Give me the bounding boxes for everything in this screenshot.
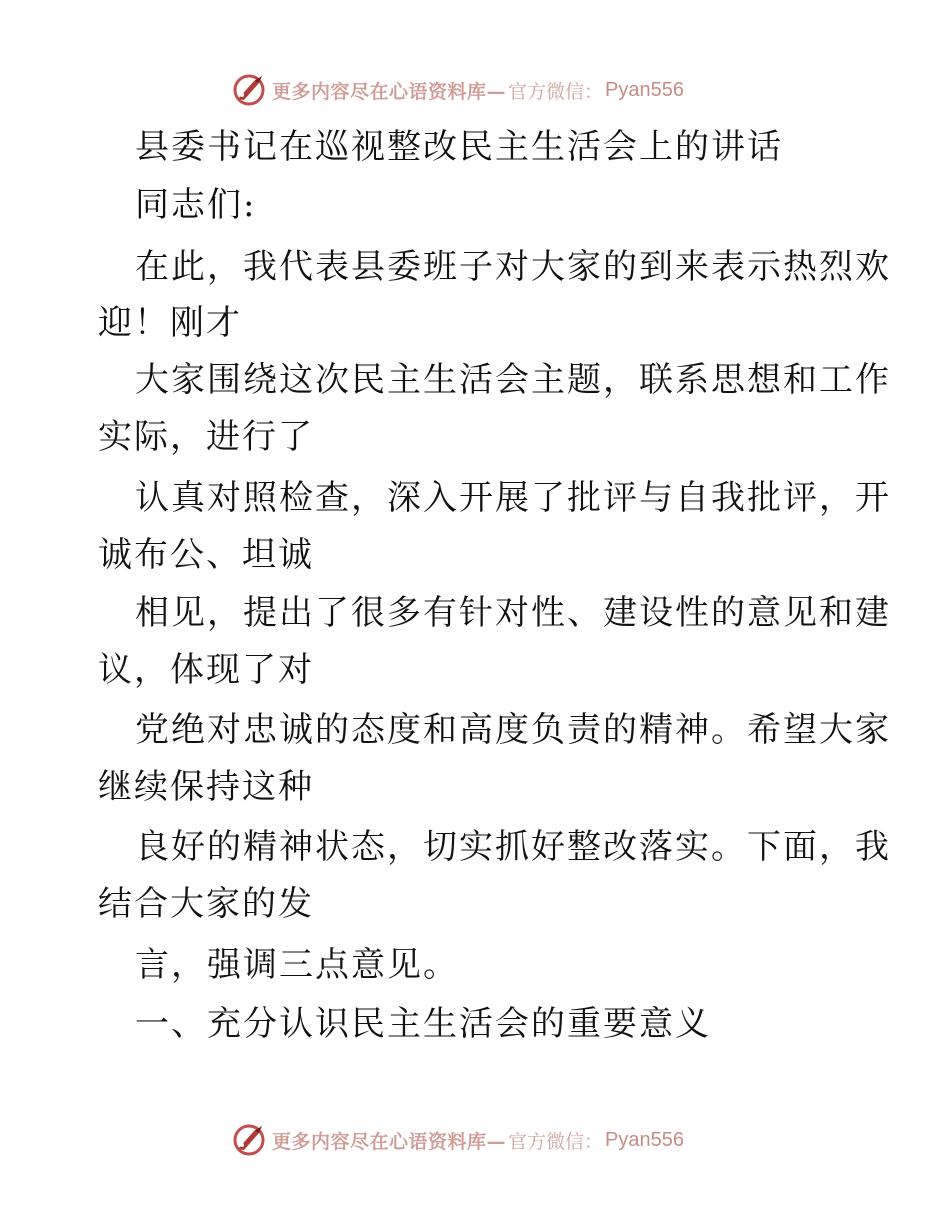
watermark-brand-text: 更多内容尽在心语资料库— (272, 1130, 507, 1153)
body-line: 党绝对忠诚的态度和高度负责的精神。希望大家 (135, 710, 891, 750)
section-heading: 一、充分认识民主生活会的重要意义 (135, 1004, 711, 1044)
watermark-wechat-id: Pyan556 (605, 1128, 684, 1151)
body-line: 诚布公、坦诚 (98, 535, 314, 575)
watermark-brand-text: 更多内容尽在心语资料库— (272, 80, 507, 103)
pen-quill-circle-icon (232, 73, 266, 107)
watermark-label: 官方微信： (508, 80, 604, 103)
body-line: 在此，我代表县委班子对大家的到来表示热烈欢 (135, 247, 891, 287)
body-line: 结合大家的发 (98, 884, 314, 924)
watermark-wechat-id: Pyan556 (605, 78, 684, 101)
body-line: 实际，进行了 (98, 417, 314, 457)
footer-watermark (232, 1122, 684, 1158)
body-line: 言，强调三点意见。 (135, 945, 459, 985)
body-line: 相见，提出了很多有针对性、建设性的意见和建 (135, 593, 891, 633)
salutation: 同志们: (135, 185, 257, 225)
body-line: 大家围绕这次民主生活会主题，联系思想和工作 (135, 360, 891, 400)
body-line: 良好的精神状态，切实抓好整改落实。下面，我 (135, 827, 891, 867)
document-title: 县委书记在巡视整改民主生活会上的讲话 (135, 127, 783, 167)
header-watermark (232, 72, 684, 108)
body-line: 迎！刚才 (98, 303, 242, 343)
watermark-label: 官方微信： (508, 1130, 604, 1153)
body-line: 认真对照检查，深入开展了批评与自我批评，开 (135, 478, 891, 518)
body-line: 继续保持这种 (98, 767, 314, 807)
pen-quill-circle-icon (232, 1123, 266, 1157)
body-line: 议，体现了对 (98, 650, 314, 690)
